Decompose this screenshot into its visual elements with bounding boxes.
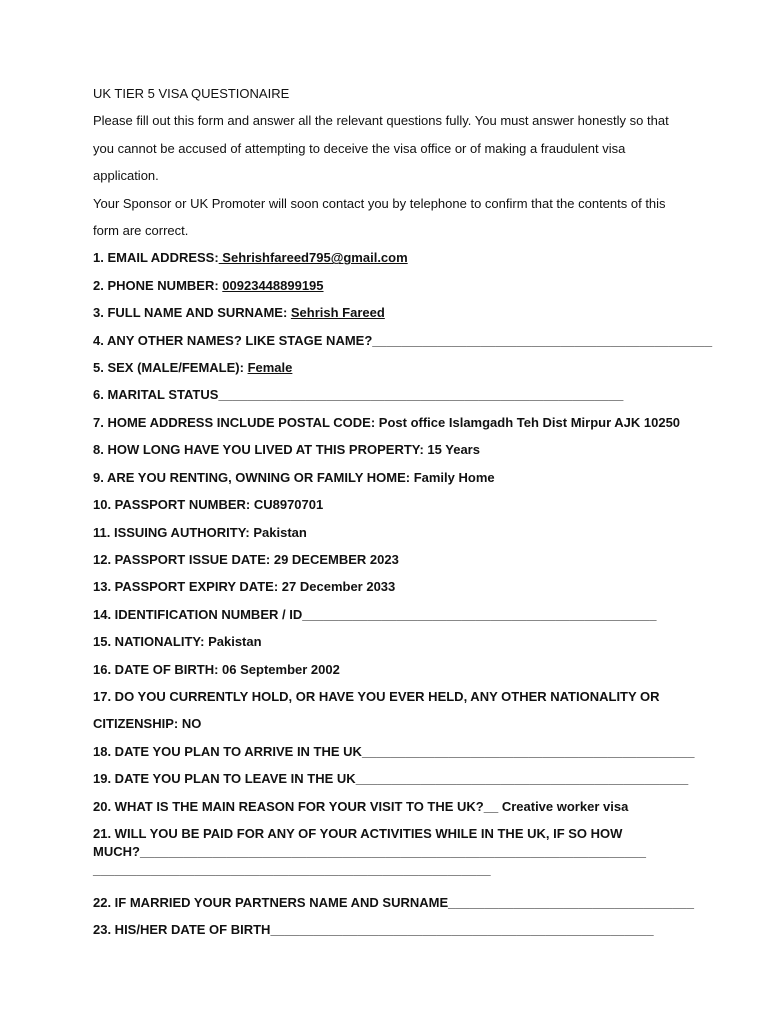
answer-passport-issue-date: 29 DECEMBER 2023 — [273, 551, 399, 567]
question-label: 1. EMAIL ADDRESS: — [93, 250, 219, 266]
question-label: 2. PHONE NUMBER: — [93, 277, 223, 293]
blank-paid-activities: ______________________________________________________________________ — [139, 843, 647, 859]
question-label: 7. HOME ADDRESS INCLUDE POSTAL CODE: — [93, 414, 379, 430]
question-label: 17. DO YOU CURRENTLY HOLD, OR HAVE YOU EVER HELD, ANY OTHER NATIONALITY OR — [93, 688, 660, 704]
question-partner-name — [93, 889, 693, 916]
question-label: CITIZENSHIP: — [93, 716, 182, 732]
answer-issuing-authority: Pakistan — [253, 524, 307, 540]
blank-partner-name: __________________________________ — [448, 894, 694, 910]
answer-passport-number: CU8970701 — [253, 497, 324, 513]
intro-line-2: you cannot be accused of attempting to deceive the visa office or of making a fraudulent visa — [93, 140, 626, 156]
question-label: 14. IDENTIFICATION NUMBER / ID — [93, 606, 303, 622]
answer-nationality: Pakistan — [208, 634, 262, 650]
question-partner-dob — [93, 916, 693, 943]
question-label: 18. DATE YOU PLAN TO ARRIVE IN THE UK — [93, 743, 362, 759]
blank-other-names: _______________________________________________ — [372, 332, 713, 348]
question-phone — [93, 272, 693, 299]
answer-visit-reason: Creative worker visa — [501, 798, 629, 814]
document-title: UK TIER 5 VISA QUESTIONAIRE — [93, 86, 290, 101]
answer-other-nationality: NO — [181, 716, 202, 732]
question-label: 13. PASSPORT EXPIRY DATE: — [93, 579, 282, 595]
question-visit-reason — [93, 793, 693, 820]
question-label: 12. PASSPORT ISSUE DATE: — [93, 551, 274, 567]
answer-home-type: Family Home — [413, 469, 495, 485]
question-label: 15. NATIONALITY: — [93, 634, 209, 650]
question-email — [93, 244, 693, 271]
intro-line-5: form are correct. — [93, 223, 189, 239]
question-full-name — [93, 299, 693, 326]
blank-marital-status: ________________________________________________________ — [218, 387, 624, 403]
question-label: 19. DATE YOU PLAN TO LEAVE IN THE UK — [93, 771, 356, 787]
question-passport-number — [93, 491, 693, 518]
answer-sex: Female — [247, 360, 293, 376]
question-home-address — [93, 409, 693, 436]
question-paid-activities-blank — [93, 861, 693, 879]
answer-email: Sehrishfareed795@gmail.com — [218, 250, 408, 266]
blank-leave-date: ______________________________________________ — [355, 771, 689, 787]
question-label: 23. HIS/HER DATE OF BIRTH — [93, 922, 271, 938]
blank-identification-number: _________________________________________________ — [302, 606, 657, 622]
question-label: 3. FULL NAME AND SURNAME: — [93, 305, 291, 321]
intro-line-4: Your Sponsor or UK Promoter will soon contact you by telephone to confirm that the contents of this — [93, 195, 666, 211]
questionnaire-page — [93, 80, 713, 944]
question-label: 10. PASSPORT NUMBER: — [93, 497, 254, 513]
blank-paid-activities-2: _______________________________________________________ — [93, 861, 491, 877]
intro-line-3: application. — [93, 168, 159, 184]
question-date-of-birth — [93, 656, 693, 683]
intro-line-1: Please fill out this form and answer all the relevant questions fully. You must answer honestly so that — [93, 113, 669, 129]
question-passport-issue-date — [93, 546, 693, 573]
question-marital-status — [93, 381, 693, 408]
blank-partner-dob: _____________________________________________________ — [270, 922, 654, 938]
question-label: 11. ISSUING AUTHORITY: — [93, 524, 254, 540]
question-paid-activities — [93, 825, 693, 843]
question-home-type — [93, 464, 693, 491]
question-label: 6. MARITAL STATUS — [93, 387, 219, 403]
question-label: 22. IF MARRIED YOUR PARTNERS NAME AND SURNAME — [93, 894, 449, 910]
question-other-nationality-cont — [93, 710, 693, 737]
answer-time-at-property: 15 Years — [427, 442, 480, 458]
question-label: 5. SEX (MALE/FEMALE): — [93, 360, 248, 376]
question-sex — [93, 354, 693, 381]
question-identification-number — [93, 601, 693, 628]
question-leave-date — [93, 765, 693, 792]
answer-phone: 00923448899195 — [222, 277, 324, 293]
blank-arrival-date: ______________________________________________ — [361, 743, 695, 759]
question-label: 20. WHAT IS THE MAIN REASON FOR YOUR VISIT TO THE UK? — [93, 798, 484, 814]
question-paid-activities-cont — [93, 843, 693, 861]
question-arrival-date — [93, 738, 693, 765]
question-label: MUCH? — [93, 843, 140, 859]
answer-home-address: Post office Islamgadh Teh Dist Mirpur AJK 10250 — [378, 414, 681, 430]
question-time-at-property — [93, 436, 693, 463]
answer-passport-expiry-date: 27 December 2033 — [281, 579, 396, 595]
question-other-names — [93, 327, 713, 354]
question-label: 21. WILL YOU BE PAID FOR ANY OF YOUR ACTIVITIES WHILE IN THE UK, IF SO HOW — [93, 825, 623, 841]
answer-date-of-birth: 06 September 2002 — [222, 661, 340, 677]
question-other-nationality — [93, 683, 693, 710]
question-nationality — [93, 628, 693, 655]
question-label: 8. HOW LONG HAVE YOU LIVED AT THIS PROPERTY: — [93, 442, 428, 458]
answer-full-name: Sehrish Fareed — [290, 305, 385, 321]
question-label: 16. DATE OF BIRTH: — [93, 661, 223, 677]
blank-visit-reason: __ — [483, 798, 502, 814]
question-issuing-authority — [93, 519, 693, 546]
question-label: 9. ARE YOU RENTING, OWNING OR FAMILY HOME: — [93, 469, 414, 485]
question-label: 4. ANY OTHER NAMES? LIKE STAGE NAME? — [93, 332, 373, 348]
question-passport-expiry-date — [93, 573, 693, 600]
